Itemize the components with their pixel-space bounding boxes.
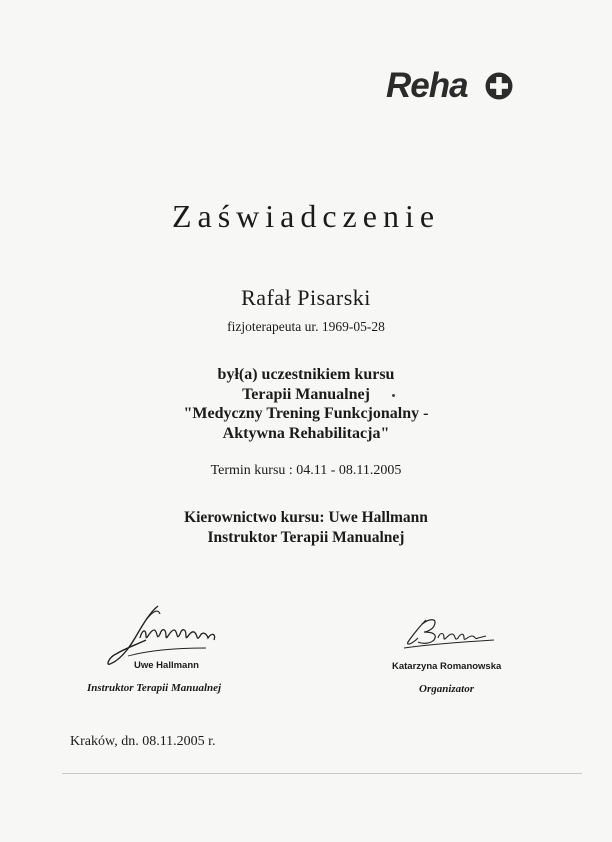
handwritten-signature [382, 608, 522, 658]
course-line: był(a) uczestnikiem kursu [217, 366, 395, 383]
signatory-name-right: Katarzyna Romanowska [392, 661, 502, 672]
course-line: Aktywna Rehabilitacja" [222, 424, 390, 442]
participant-profession: fizjoterapeuta ur. 1969-05-28 [227, 319, 385, 334]
participant-name: Rafał Pisarski [241, 285, 371, 310]
logo-text: Reha [386, 66, 468, 105]
course-term: Termin kursu : 04.11 - 08.11.2005 [210, 463, 402, 478]
course-line: Terapii Manualnej [242, 385, 370, 403]
reha-logo [386, 66, 520, 106]
signatory-name-left: Uwe Hallmann [134, 660, 199, 671]
direction-line: Kierownictwo kursu: Uwe Hallmann [184, 509, 428, 526]
signature-block-right [382, 608, 522, 695]
signatory-role-right: Organizator [419, 683, 475, 695]
signatory-role-left: Instruktor Terapii Manualnej [87, 682, 222, 694]
bottom-rule [62, 773, 582, 774]
plus-circle-icon [484, 71, 514, 101]
direction-line: Instruktor Terapii Manualnej [207, 529, 405, 546]
place-and-date: Kraków, dn. 08.11.2005 r. [70, 734, 216, 749]
stray-dot [392, 394, 395, 397]
signature-block-left [80, 600, 250, 694]
course-direction [0, 508, 612, 548]
course-description [0, 365, 612, 443]
certificate-title: Zaświadczenie [171, 198, 441, 234]
course-line: "Medyczny Trening Funkcjonalny - [183, 405, 429, 422]
